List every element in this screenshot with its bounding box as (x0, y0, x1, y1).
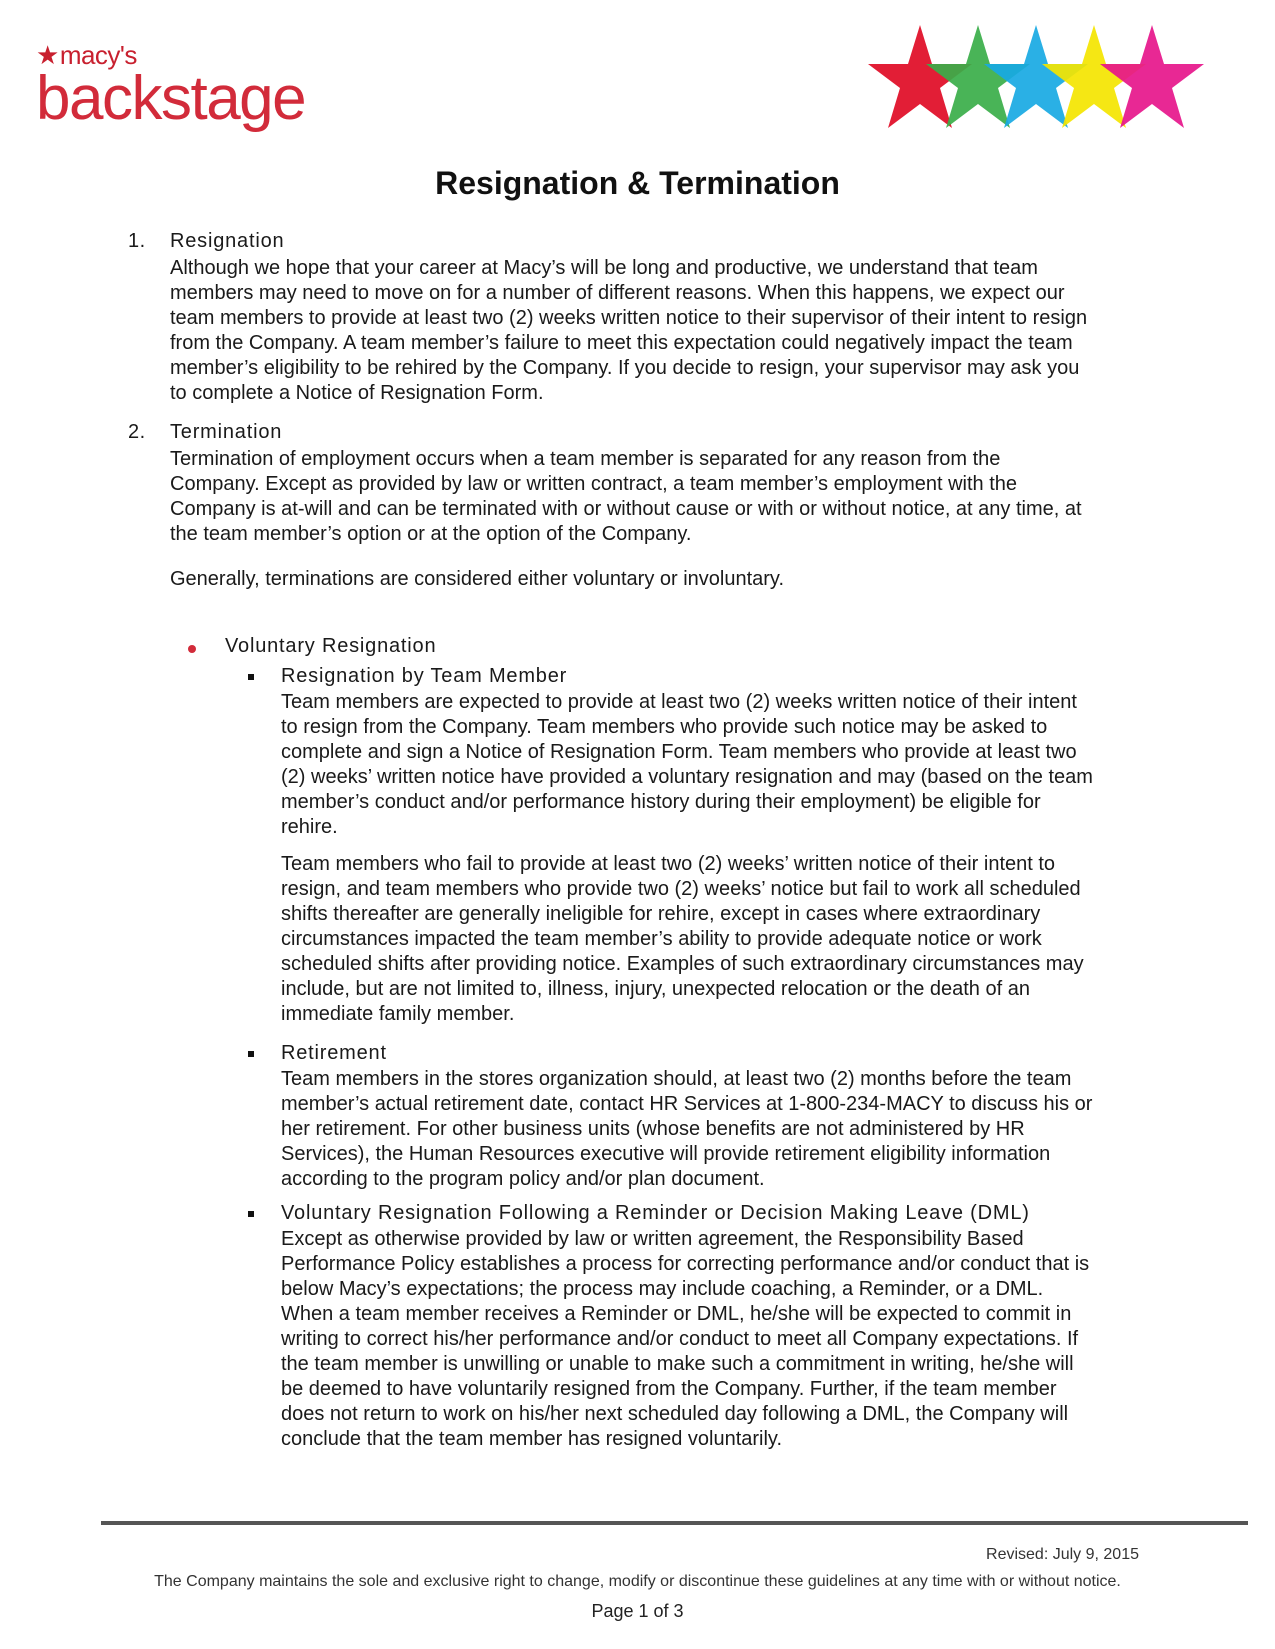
footer-divider (101, 1521, 1248, 1525)
footer-disclaimer: The Company maintains the sole and exclusive right to change, modify or discontinue these guidelines at any time with or without notice. (154, 1573, 1121, 1590)
item-paragraph (281, 690, 1161, 840)
logo-macys-wordmark: ★macy's (36, 40, 137, 70)
item-paragraph (281, 1227, 1161, 1452)
text-line: immediate family member. (281, 1003, 515, 1025)
logo-backstage-wordmark: backstage (36, 64, 306, 133)
text-line: according to the program policy and/or plan document. (281, 1168, 765, 1190)
section-heading: Resignation (170, 230, 285, 252)
page-title: Resignation & Termination (435, 165, 840, 201)
text-line: complete and sign a Notice of Resignation Form. Team members who provide at least two (281, 741, 1077, 763)
voluntary-resignation-heading: Voluntary Resignation (225, 635, 437, 657)
section-paragraph (170, 447, 1170, 547)
text-line: Team members in the stores organization should, at least two (2) months before the team (281, 1068, 1072, 1090)
macys-backstage-logo (36, 40, 366, 140)
text-line: circumstances impacted the team member’s ability to provide adequate notice or work (281, 928, 1042, 950)
section-note: Generally, terminations are considered either voluntary or involuntary. (170, 568, 785, 590)
revised-date: Revised: July 9, 2015 (986, 1546, 1139, 1563)
text-line: Except as otherwise provided by law or written agreement, the Responsibility Based (281, 1228, 1024, 1250)
text-line: be deemed to have voluntarily resigned from the Company. Further, if the team member (281, 1378, 1057, 1400)
text-line: to complete a Notice of Resignation Form. (170, 382, 544, 404)
text-line: rehire. (281, 816, 338, 838)
text-line: member’s eligibility to be rehired by the Company. If you decide to resign, your supervisor may ask you (170, 357, 1080, 379)
bullet-square-icon (248, 1211, 254, 1217)
text-line: include, but are not limited to, illness, injury, unexpected relocation or the death of an (281, 978, 1030, 1000)
text-line: member’s actual retirement date, contact HR Services at 1-800-234-MACY to discuss his or (281, 1093, 1093, 1115)
item-paragraph (281, 1067, 1161, 1192)
text-line: Company. Except as provided by law or written contract, a team member’s employment with the (170, 473, 1018, 495)
text-line: the team member is unwilling or unable to make such a commitment in writing, he/she will (281, 1353, 1074, 1375)
star-icon: ★ (36, 40, 59, 70)
text-line: her retirement. For other business units (whose benefits are not administered by HR (281, 1118, 1025, 1140)
text-line: writing to correct his/her performance and/or conduct to meet all Company expectations. If (281, 1328, 1079, 1350)
text-line: Performance Policy establishes a process for correcting performance and/or conduct that is (281, 1253, 1090, 1275)
text-line: Services), the Human Resources executive will provide retirement eligibility information (281, 1143, 1051, 1165)
text-line: below Macy’s expectations; the process may include coaching, a Reminder, or a DML. (281, 1278, 1044, 1300)
text-line: resign, and team members who provide two (2) weeks’ notice but fail to work all scheduled (281, 878, 1081, 900)
colored-stars-graphic (862, 20, 1232, 150)
text-line: Although we hope that your career at Macy’s will be long and productive, we understand that team (170, 257, 1038, 279)
text-line: Team members are expected to provide at least two (2) weeks written notice of their intent (281, 691, 1077, 713)
item-heading: Retirement (281, 1042, 387, 1064)
text-line: members may need to move on for a number of different reasons. When this happens, we expect our (170, 282, 1065, 304)
text-line: scheduled shifts after providing notice. Examples of such extraordinary circumstances may (281, 953, 1084, 975)
text-line: member’s conduct and/or performance history during their employment) be eligible for (281, 791, 1041, 813)
text-line: Team members who fail to provide at least two (2) weeks’ written notice of their intent to (281, 853, 1056, 875)
text-line: (2) weeks’ written notice have provided a voluntary resignation and may (based on the team (281, 766, 1093, 788)
text-line: conclude that the team member has resigned voluntarily. (281, 1428, 783, 1450)
text-line: from the Company. A team member’s failure to meet this expectation could negatively impact the team (170, 332, 1073, 354)
bullet-square-icon (248, 1051, 254, 1057)
text-line: When a team member receives a Reminder or DML, he/she will be expected to commit in (281, 1303, 1072, 1325)
section-number: 2. (128, 421, 146, 443)
page-number: Page 1 of 3 (591, 1601, 684, 1621)
item-paragraph (281, 852, 1161, 1027)
text-line: the team member’s option or at the option of the Company. (170, 523, 692, 545)
text-line: Company is at-will and can be terminated with or without cause or with or without notice, at any time, at (170, 498, 1082, 520)
section-heading: Termination (170, 421, 283, 443)
item-heading: Voluntary Resignation Following a Reminder or Decision Making Leave (DML) (281, 1202, 1030, 1224)
text-line: does not return to work on his/her next scheduled day following a DML, the Company will (281, 1403, 1069, 1425)
bullet-square-icon (248, 674, 254, 680)
text-line: shifts thereafter are generally ineligible for rehire, except in cases where extraordinary (281, 903, 1041, 925)
section-number: 1. (128, 230, 146, 252)
item-heading: Resignation by Team Member (281, 665, 568, 687)
text-line: team members to provide at least two (2) weeks written notice to their supervisor of their intent to resign (170, 307, 1088, 329)
text-line: to resign from the Company. Team members who provide such notice may be asked to (281, 716, 1048, 738)
text-line: Termination of employment occurs when a team member is separated for any reason from the (170, 448, 1001, 470)
bullet-dot-icon (188, 645, 196, 653)
section-paragraph (170, 256, 1170, 406)
